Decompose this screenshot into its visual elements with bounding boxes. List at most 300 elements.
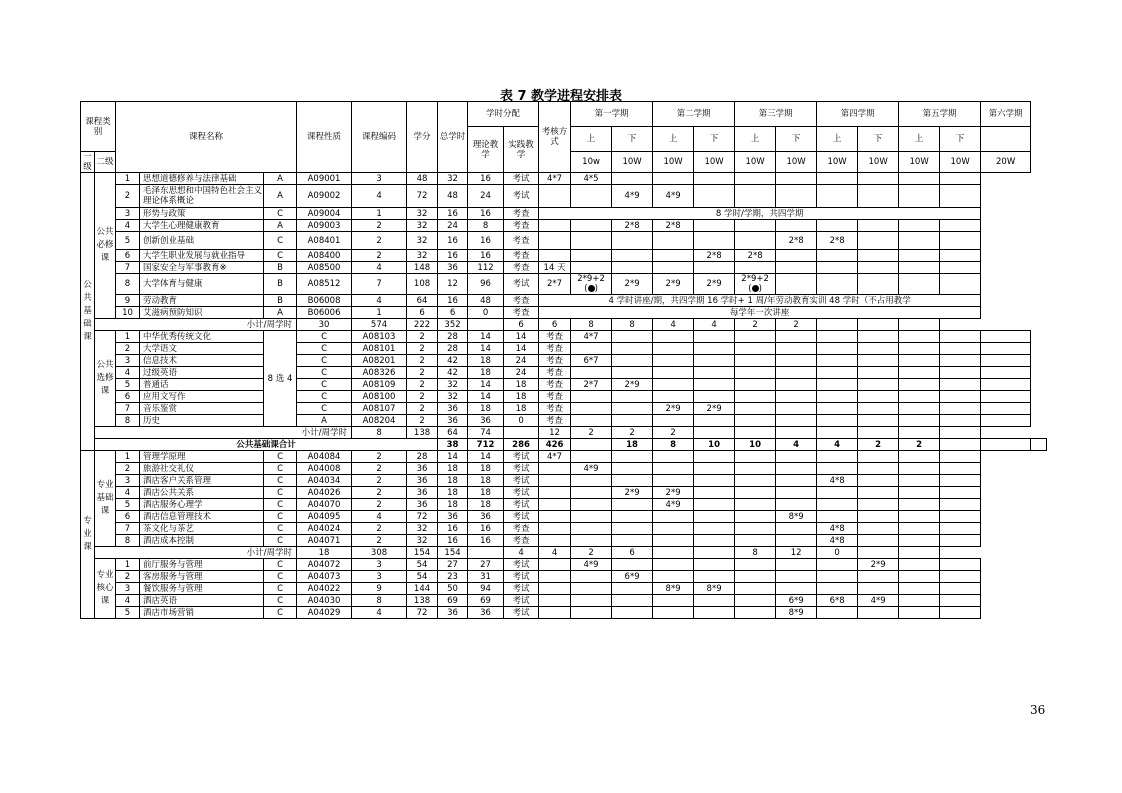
course-name: 大学生心理健康教育 (140, 220, 264, 232)
subtotal-theory: 64 (438, 427, 468, 439)
schedule-cell (571, 250, 612, 262)
course-exam: 考试 (504, 595, 539, 607)
header-theory: 理论教学 (468, 127, 504, 173)
schedule-cell (940, 173, 981, 185)
table-row (81, 355, 1047, 367)
schedule-cell (776, 415, 817, 427)
header-week-4: 10W (694, 152, 735, 173)
schedule-cell (940, 439, 981, 451)
schedule-cell (899, 559, 940, 571)
schedule-cell: 2*9 (653, 403, 694, 415)
course-name: 过级英语 (140, 367, 264, 379)
schedule-cell (539, 511, 571, 523)
schedule-cell: 8 (612, 319, 653, 331)
course-nature: A (264, 220, 297, 232)
schedule-cell (940, 523, 981, 535)
group-public-elective: 公共选修课 (95, 331, 116, 427)
schedule-cell (571, 511, 612, 523)
schedule-cell: 2*8 (776, 232, 817, 250)
course-total-hours: 32 (407, 523, 438, 535)
course-code: B06006 (297, 307, 352, 319)
schedule-cell (653, 262, 694, 274)
course-code: A08326 (352, 367, 407, 379)
schedule-cell (694, 523, 735, 535)
course-credit: 8 (352, 595, 407, 607)
course-name: 餐饮服务与管理 (140, 583, 264, 595)
schedule-cell (735, 355, 776, 367)
schedule-cell (612, 355, 653, 367)
table-row (81, 250, 1047, 262)
course-practice-hours: 48 (468, 295, 504, 307)
course-nature: C (264, 571, 297, 583)
schedule-cell (940, 403, 981, 415)
schedule-cell (776, 262, 817, 274)
marker-dot: ( ) (584, 284, 598, 294)
course-code: A04030 (297, 595, 352, 607)
schedule-cell (776, 571, 817, 583)
course-name: 酒店信息管理技术 (140, 511, 264, 523)
schedule-cell (539, 523, 571, 535)
course-practice-hours: 69 (468, 595, 504, 607)
schedule-cell (776, 173, 817, 185)
course-credit: 2 (407, 403, 438, 415)
course-exam: 考查 (539, 343, 571, 355)
schedule-cell (858, 487, 899, 499)
course-theory-hours: 18 (438, 499, 468, 511)
schedule-cell (981, 355, 1031, 367)
schedule-cell (539, 250, 571, 262)
table-row (81, 571, 1047, 583)
schedule-cell (940, 262, 981, 274)
header-nature: 课程性质 (297, 102, 352, 173)
schedule-cell (539, 583, 571, 595)
course-total-hours: 138 (407, 595, 438, 607)
course-theory-hours: 14 (468, 343, 504, 355)
course-practice-hours: 36 (468, 607, 504, 619)
schedule-cell (539, 487, 571, 499)
schedule-cell (940, 595, 981, 607)
subtotal-credit: 30 (297, 319, 352, 331)
schedule-cell (858, 427, 899, 439)
course-total-hours: 32 (407, 535, 438, 547)
course-code: A08512 (297, 274, 352, 295)
schedule-cell (858, 379, 899, 391)
course-number: 8 (116, 274, 140, 295)
schedule-cell (612, 607, 653, 619)
schedule-cell (981, 331, 1031, 343)
schedule-cell (940, 220, 981, 232)
schedule-cell (735, 367, 776, 379)
schedule-cell (694, 547, 735, 559)
course-theory-hours: 14 (468, 379, 504, 391)
course-credit: 2 (352, 535, 407, 547)
schedule-cell (981, 379, 1031, 391)
course-total-hours: 36 (407, 499, 438, 511)
schedule-cell (858, 274, 899, 295)
schedule-cell (612, 475, 653, 487)
course-practice-hours: 0 (504, 415, 539, 427)
schedule-cell (940, 343, 981, 355)
header-week-8: 10W (858, 152, 899, 173)
schedule-cell (776, 355, 817, 367)
course-practice-hours: 8 (468, 220, 504, 232)
header-week-1: 10w (571, 152, 612, 173)
course-total-hours: 36 (407, 463, 438, 475)
schedule-cell (940, 415, 981, 427)
schedule-cell: 2*7 (571, 379, 612, 391)
course-theory-hours: 16 (438, 295, 468, 307)
schedule-cell (899, 523, 940, 535)
schedule-cell (899, 511, 940, 523)
schedule-cell (653, 355, 694, 367)
schedule-cell (571, 343, 612, 355)
schedule-cell (817, 415, 858, 427)
header-down: 下 (694, 127, 735, 152)
schedule-cell: 2*8 (735, 250, 776, 262)
bullet-icon (588, 285, 595, 292)
course-number: 3 (116, 208, 140, 220)
schedule-cell (653, 232, 694, 250)
schedule-cell (899, 499, 940, 511)
schedule-cell (735, 391, 776, 403)
course-total-hours: 42 (438, 355, 468, 367)
schedule-cell (612, 232, 653, 250)
header-up: 上 (653, 127, 694, 152)
schedule-cell: 2*8 (694, 250, 735, 262)
schedule-cell (612, 583, 653, 595)
course-number: 6 (116, 391, 140, 403)
schedule-cell (940, 463, 981, 475)
schedule-cell (694, 331, 735, 343)
schedule-cell (539, 559, 571, 571)
course-nature: C (297, 403, 352, 415)
course-total-hours: 144 (407, 583, 438, 595)
schedule-cell (858, 475, 899, 487)
header-down: 下 (940, 127, 981, 152)
schedule-cell (899, 220, 940, 232)
schedule-cell: 10 (735, 439, 776, 451)
schedule-cell: 4*8 (817, 523, 858, 535)
schedule-cell (653, 571, 694, 583)
course-number: 7 (116, 523, 140, 535)
table-row (81, 274, 1047, 295)
course-code: A04071 (297, 535, 352, 547)
public-total-label: 公共基础课合计 (95, 439, 438, 451)
schedule-cell: 0 (817, 547, 858, 559)
course-credit: 3 (352, 173, 407, 185)
schedule-cell: 4*9 (571, 559, 612, 571)
subtotal-total: 138 (407, 427, 438, 439)
schedule-cell (571, 535, 612, 547)
schedule-cell: 2 (653, 427, 694, 439)
schedule-cell (694, 499, 735, 511)
schedule-cell (858, 319, 899, 331)
course-theory-hours: 36 (438, 511, 468, 523)
schedule-cell (899, 535, 940, 547)
schedule-cell (776, 367, 817, 379)
schedule-cell (539, 535, 571, 547)
course-total-hours: 72 (407, 511, 438, 523)
schedule-cell: 6*7 (571, 355, 612, 367)
schedule-cell (899, 607, 940, 619)
schedule-cell: 4*9 (653, 499, 694, 511)
schedule-cell (653, 173, 694, 185)
header-week-6: 10W (776, 152, 817, 173)
course-exam: 考试 (504, 451, 539, 463)
course-nature: C (264, 475, 297, 487)
schedule-cell: 4*7 (539, 173, 571, 185)
course-number: 1 (116, 451, 140, 463)
course-exam: 考查 (504, 535, 539, 547)
course-total-hours: 48 (407, 173, 438, 185)
schedule-cell (817, 185, 858, 208)
schedule-cell (735, 451, 776, 463)
schedule-cell (940, 499, 981, 511)
schedule-cell (735, 595, 776, 607)
schedule-cell (694, 487, 735, 499)
schedule-cell (940, 331, 981, 343)
schedule-cell (735, 331, 776, 343)
course-total-hours: 36 (407, 487, 438, 499)
schedule-cell (612, 173, 653, 185)
schedule-cell (694, 220, 735, 232)
course-number: 5 (116, 499, 140, 511)
schedule-cell (940, 487, 981, 499)
schedule-cell (940, 607, 981, 619)
course-practice-hours: 27 (468, 559, 504, 571)
schedule-cell (571, 262, 612, 274)
schedule-cell (858, 547, 899, 559)
schedule-cell (735, 463, 776, 475)
subtotal-row (81, 427, 1047, 439)
schedule-cell (940, 427, 981, 439)
course-code: A04029 (297, 607, 352, 619)
course-practice-hours: 18 (504, 403, 539, 415)
course-name: 国家安全与军事教育※ (140, 262, 264, 274)
schedule-cell (612, 463, 653, 475)
course-credit: 4 (352, 511, 407, 523)
course-number: 8 (116, 535, 140, 547)
schedule-cell (653, 511, 694, 523)
course-credit: 7 (352, 274, 407, 295)
course-total-hours: 36 (438, 403, 468, 415)
course-practice-hours: 16 (468, 250, 504, 262)
subtotal-row (81, 319, 1047, 331)
subtotal-total: 574 (352, 319, 407, 331)
course-name: 酒店服务心理学 (140, 499, 264, 511)
schedule-cell (539, 595, 571, 607)
subtotal-theory: 222 (407, 319, 438, 331)
schedule-cell (940, 232, 981, 250)
table-row (81, 367, 1047, 379)
course-credit: 4 (352, 295, 407, 307)
schedule-cell (694, 535, 735, 547)
schedule-cell: 4*7 (539, 451, 571, 463)
course-practice-hours: 0 (468, 307, 504, 319)
schedule-cell (817, 367, 858, 379)
course-credit: 2 (407, 355, 438, 367)
course-total-hours: 32 (407, 250, 438, 262)
course-practice-hours: 36 (468, 511, 504, 523)
table-row (81, 595, 1047, 607)
subtotal-credit: 8 (352, 427, 407, 439)
table-row (81, 185, 1047, 208)
schedule-cell (899, 319, 940, 331)
course-name: 毛泽东思想和中国特色社会主义理论体系概论 (140, 185, 264, 208)
course-number: 4 (116, 367, 140, 379)
schedule-cell (694, 367, 735, 379)
table-row (81, 307, 1047, 319)
course-nature: C (264, 250, 297, 262)
course-credit: 1 (352, 307, 407, 319)
course-code: A04073 (297, 571, 352, 583)
course-credit: 2 (407, 415, 438, 427)
schedule-cell (899, 367, 940, 379)
schedule-cell (735, 343, 776, 355)
schedule-cell (735, 511, 776, 523)
schedule-cell: 2 (776, 319, 817, 331)
subtotal-exam-empty (504, 427, 539, 439)
schedule-cell (940, 250, 981, 262)
course-code: A08500 (297, 262, 352, 274)
course-code: A04022 (297, 583, 352, 595)
header-week-2: 10W (612, 152, 653, 173)
schedule-cell (539, 475, 571, 487)
schedule-cell: 12 (539, 427, 571, 439)
course-code: A04072 (297, 559, 352, 571)
course-practice-hours: 14 (504, 331, 539, 343)
schedule-cell (817, 403, 858, 415)
course-number: 1 (116, 331, 140, 343)
course-total-hours: 72 (407, 607, 438, 619)
schedule-cell (899, 262, 940, 274)
course-exam: 考试 (504, 487, 539, 499)
course-nature: C (297, 391, 352, 403)
schedule-cell: 4*8 (817, 475, 858, 487)
course-nature: C (264, 559, 297, 571)
schedule-cell: 14 天 (539, 262, 571, 274)
header-down: 下 (858, 127, 899, 152)
course-exam: 考查 (504, 307, 539, 319)
schedule-cell (776, 343, 817, 355)
schedule-cell (776, 220, 817, 232)
course-credit: 4 (352, 262, 407, 274)
course-theory-hours: 50 (438, 583, 468, 595)
course-code: A08204 (352, 415, 407, 427)
schedule-cell (571, 451, 612, 463)
table-row (81, 487, 1047, 499)
header-credit: 学分 (407, 102, 438, 173)
schedule-cell (694, 391, 735, 403)
course-exam: 考查 (539, 331, 571, 343)
table-row (81, 232, 1047, 250)
header-down: 下 (612, 127, 653, 152)
schedule-cell: 2*9 (653, 274, 694, 295)
course-nature: C (264, 463, 297, 475)
course-credit: 3 (352, 571, 407, 583)
course-theory-hours: 27 (438, 559, 468, 571)
course-theory-hours: 36 (438, 607, 468, 619)
schedule-cell (899, 415, 940, 427)
course-practice-hours: 16 (468, 173, 504, 185)
subtotal-label: 小计/周学时 (95, 547, 297, 559)
schedule-cell: 4*9 (612, 185, 653, 208)
schedule-cell: 2 (899, 439, 940, 451)
course-name: 中华优秀传统文化 (140, 331, 264, 343)
course-total-hours: 54 (407, 559, 438, 571)
schedule-cell (817, 343, 858, 355)
course-exam: 考试 (504, 173, 539, 185)
schedule-cell: 8*9 (694, 583, 735, 595)
course-name: 茶文化与茶艺 (140, 523, 264, 535)
schedule-cell (940, 571, 981, 583)
course-theory-hours: 36 (438, 262, 468, 274)
course-exam: 考查 (504, 208, 539, 220)
schedule-cell: 4*9 (858, 595, 899, 607)
header-semester-5: 第五学期 (899, 102, 981, 127)
schedule-cell (940, 355, 981, 367)
schedule-cell (571, 403, 612, 415)
schedule-cell (817, 499, 858, 511)
course-credit: 2 (352, 523, 407, 535)
schedule-cell (858, 232, 899, 250)
schedule-cell (899, 250, 940, 262)
schedule-cell (940, 379, 981, 391)
schedule-cell: 6 (539, 319, 571, 331)
schedule-cell (694, 343, 735, 355)
schedule-cell (940, 185, 981, 208)
course-code: A08109 (352, 379, 407, 391)
schedule-cell (817, 355, 858, 367)
course-practice-hours: 14 (468, 451, 504, 463)
table-row (81, 463, 1047, 475)
schedule-cell (899, 487, 940, 499)
teaching-schedule-table (80, 101, 1047, 619)
header-semester-3: 第三学期 (735, 102, 817, 127)
page-number: 36 (1030, 703, 1046, 717)
course-name: 客房服务与管理 (140, 571, 264, 583)
course-theory-hours: 69 (438, 595, 468, 607)
schedule-cell (653, 250, 694, 262)
schedule-cell (776, 379, 817, 391)
header-category: 课程类别 (81, 102, 116, 152)
course-exam: 考试 (504, 571, 539, 583)
course-number: 5 (116, 607, 140, 619)
course-theory-hours: 18 (468, 403, 504, 415)
course-theory-hours: 14 (468, 331, 504, 343)
schedule-cell: 4 (539, 547, 571, 559)
course-theory-hours: 48 (438, 185, 468, 208)
schedule-cell (612, 367, 653, 379)
schedule-cell (858, 355, 899, 367)
header-week-11: 20W (981, 152, 1031, 173)
schedule-cell (694, 262, 735, 274)
course-name: 形势与政策 (140, 208, 264, 220)
schedule-cell (940, 535, 981, 547)
course-code: A09003 (297, 220, 352, 232)
schedule-cell: 4 (776, 439, 817, 451)
schedule-cell (694, 185, 735, 208)
schedule-cell (539, 185, 571, 208)
course-total-hours: 42 (438, 367, 468, 379)
subtotal-practice: 74 (468, 427, 504, 439)
table-row (81, 403, 1047, 415)
header-semester-4: 第四学期 (817, 102, 899, 127)
schedule-cell (940, 451, 981, 463)
schedule-cell: 10 (694, 439, 735, 451)
course-exam: 考查 (504, 295, 539, 307)
course-total-hours: 64 (407, 295, 438, 307)
